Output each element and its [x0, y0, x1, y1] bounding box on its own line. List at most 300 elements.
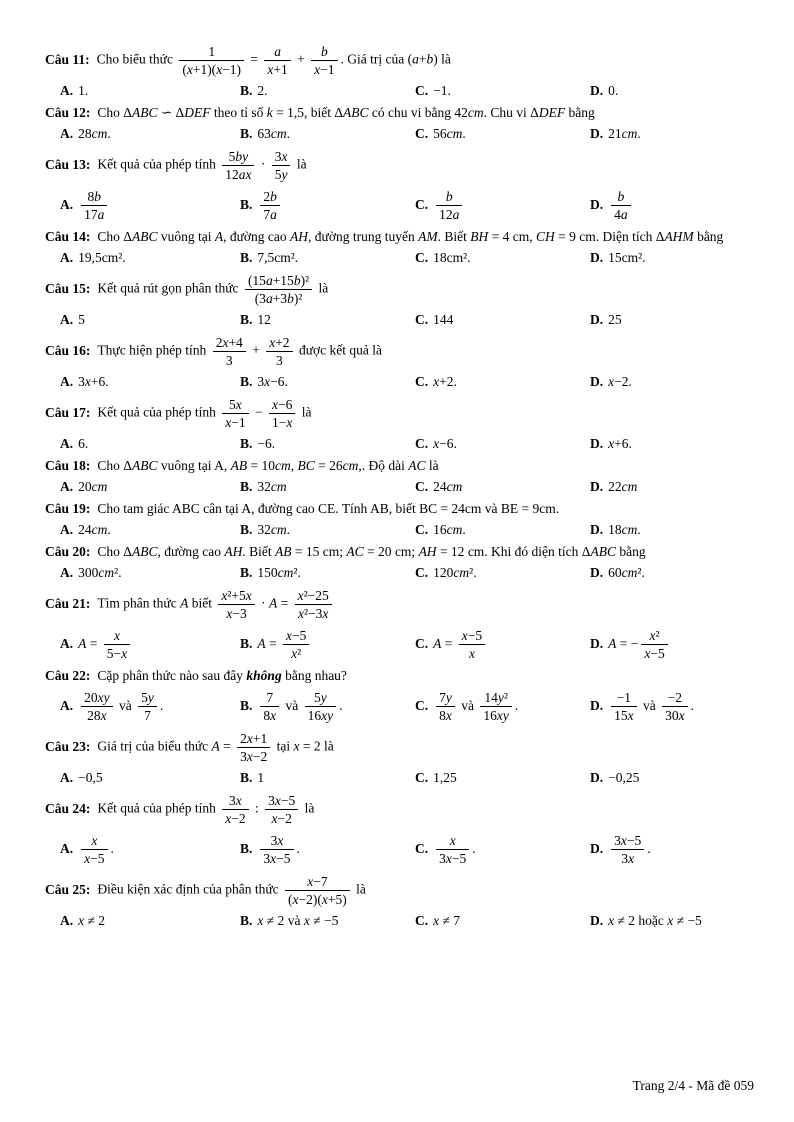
option-label: D.	[590, 196, 604, 212]
text-run: Cho	[97, 544, 124, 559]
math-run: x ≠ −5	[303, 913, 339, 928]
fraction-numerator: 8b	[81, 188, 107, 206]
text-run: −6.	[257, 436, 276, 451]
fraction	[436, 832, 469, 867]
fraction-numerator: 2x+1	[237, 730, 270, 748]
text-run: , đường trung tuyến	[308, 229, 419, 244]
option-label: B.	[240, 635, 253, 651]
question-block	[45, 542, 754, 583]
math-run: x = 2	[293, 738, 321, 754]
option-B	[240, 248, 415, 268]
fraction-numerator: 14y²	[480, 689, 511, 707]
text-run: , đường cao	[157, 544, 225, 559]
math-run: A	[214, 229, 224, 244]
text-run: và	[282, 697, 302, 713]
option-text	[78, 374, 109, 389]
text-run: .	[647, 840, 651, 856]
fraction-denominator: 1−x	[271, 415, 293, 430]
fraction	[245, 272, 312, 307]
text-run: Cho	[97, 105, 124, 120]
fraction-numerator: 3x	[272, 148, 291, 166]
question-stem	[45, 666, 754, 686]
emphasis-run: không	[246, 668, 282, 683]
fraction-denominator: x−5	[84, 851, 105, 866]
option-label: C.	[415, 522, 429, 537]
option-label: B.	[240, 436, 253, 451]
text-run: −0,5	[78, 770, 103, 785]
text-run: , đường cao	[223, 229, 291, 244]
fraction-numerator: b	[611, 188, 631, 206]
text-run: . Biết	[437, 229, 471, 244]
text-run: .	[514, 697, 519, 713]
options-row	[45, 372, 754, 392]
math-run: x+2	[433, 374, 454, 389]
math-run: −	[251, 404, 266, 420]
text-run: Điều kiện xác định của phân thức	[97, 881, 283, 897]
fraction-numerator: x²−25	[295, 587, 332, 605]
page-footer: Trang 2/4 - Mã đề 059	[632, 1078, 754, 1093]
text-run: .	[453, 374, 457, 389]
math-run: ΔABC ∽ ΔDEF	[123, 105, 211, 120]
option-D	[590, 563, 754, 583]
option-B	[240, 768, 415, 788]
text-run: .	[286, 522, 291, 537]
text-run: cm;	[391, 544, 419, 559]
option-text	[78, 628, 133, 661]
options-row	[45, 124, 754, 144]
text-run: 19,5cm².	[78, 250, 126, 265]
text-run: .	[107, 522, 111, 537]
fraction-numerator: 3x−5	[611, 832, 644, 850]
fraction	[641, 627, 667, 662]
option-A	[60, 687, 240, 726]
option-C	[415, 687, 590, 726]
text-run: là	[298, 404, 312, 420]
question-stem	[45, 728, 754, 767]
option-label: B.	[240, 522, 253, 537]
text-run: .	[637, 522, 641, 537]
option-C	[415, 477, 590, 497]
question-stem	[45, 146, 754, 185]
option-label: A.	[60, 196, 74, 212]
option-D	[590, 768, 754, 788]
option-label: D.	[590, 250, 604, 265]
option-D	[590, 310, 754, 330]
option-text	[608, 250, 645, 265]
option-label: B.	[240, 312, 253, 327]
option-text	[608, 126, 641, 141]
text-run: .	[339, 697, 343, 713]
question-number: Câu 24:	[45, 800, 91, 816]
options-row	[45, 186, 754, 225]
text-run: 25	[608, 312, 622, 327]
option-D	[590, 248, 754, 268]
fraction-denominator: x²	[291, 646, 302, 661]
option-text	[78, 312, 85, 327]
text-run: bằng	[615, 544, 646, 559]
text-run: và	[284, 913, 304, 928]
option-text	[257, 565, 300, 580]
option-A	[60, 124, 240, 144]
fraction	[260, 832, 293, 867]
question-block	[45, 666, 754, 726]
text-run: .	[286, 126, 291, 141]
question-stem	[45, 585, 754, 624]
text-run: .	[105, 374, 109, 389]
fraction-numerator: b	[311, 43, 337, 61]
question-number: Câu 25:	[45, 881, 91, 897]
text-run: .	[637, 126, 641, 141]
text-run: Cho biểu thức	[96, 51, 177, 67]
text-run: 7,5cm².	[257, 250, 299, 265]
text-run: Thực hiện phép tính	[97, 342, 210, 358]
math-run: x−6	[433, 436, 454, 451]
question-number: Câu 23:	[45, 738, 91, 754]
question-stem	[45, 790, 754, 829]
question-number: Câu 14:	[45, 229, 91, 244]
question-number: Câu 16:	[45, 342, 91, 358]
option-label: B.	[240, 83, 253, 98]
text-run: 0.	[608, 83, 619, 98]
option-label: A.	[60, 565, 74, 580]
question-stem	[45, 270, 754, 309]
text-run: vuông tại	[157, 229, 215, 244]
fraction-numerator: x−7	[285, 873, 350, 891]
math-run: ΔABC	[123, 544, 158, 559]
text-run: cm. Diện tích	[575, 229, 656, 244]
option-label: A.	[60, 126, 74, 141]
option-label: D.	[590, 312, 604, 327]
math-run: 42cm	[454, 105, 484, 120]
text-run: và	[639, 697, 660, 713]
question-number: Câu 22:	[45, 668, 91, 683]
text-run: được kết quả là	[295, 342, 382, 358]
option-label: D.	[590, 374, 604, 389]
option-text	[608, 913, 702, 928]
fraction-denominator: x−3	[226, 606, 247, 621]
question-number: Câu 11:	[45, 51, 90, 67]
text-run: cm,	[509, 229, 536, 244]
option-label: A.	[60, 913, 74, 928]
option-D	[590, 830, 754, 869]
fraction-numerator: 2x+4	[213, 334, 246, 352]
question-number: Câu 20:	[45, 544, 91, 559]
option-B	[240, 520, 415, 540]
text-run: theo tỉ số	[210, 105, 267, 120]
fraction-denominator: 4a	[614, 207, 628, 222]
option-D	[590, 687, 754, 726]
option-label: C.	[415, 196, 429, 212]
option-D	[590, 477, 754, 497]
option-B	[240, 372, 415, 392]
question-block	[45, 585, 754, 664]
option-text	[608, 833, 651, 866]
fraction	[179, 43, 244, 78]
option-text	[257, 189, 283, 222]
fraction	[237, 730, 270, 765]
fraction-numerator: 7	[260, 689, 279, 707]
math-run: x ≠ 2	[78, 913, 106, 928]
option-C	[415, 830, 590, 869]
question-number: Câu 15:	[45, 280, 91, 296]
math-run: +	[248, 342, 264, 358]
math-run: A	[180, 595, 189, 611]
text-run: .	[107, 126, 111, 141]
option-label: D.	[590, 913, 604, 928]
option-D	[590, 625, 754, 664]
fraction-denominator: x−5	[644, 646, 665, 661]
option-label: A.	[60, 83, 74, 98]
option-label: D.	[590, 840, 604, 856]
text-run: , biết	[303, 105, 335, 120]
text-run: 144	[433, 312, 454, 327]
math-run: ΔABC	[123, 458, 158, 473]
fraction-denominator: (x+1)(x−1)	[182, 62, 242, 77]
fraction-denominator: x−1	[314, 62, 335, 77]
options-row	[45, 625, 754, 664]
fraction-denominator: 8x	[439, 708, 452, 723]
text-run: Kết quả của phép tính	[97, 404, 220, 420]
fraction-numerator: 2b	[260, 188, 280, 206]
text-run: vuông tại A,	[157, 458, 231, 473]
option-label: C.	[415, 913, 429, 928]
option-label: C.	[415, 770, 429, 785]
option-text	[608, 189, 634, 222]
math-run: x ≠ −5	[667, 913, 702, 928]
option-text	[78, 83, 88, 98]
text-run: bằng	[565, 105, 595, 120]
text-run: là	[301, 800, 315, 816]
fraction-denominator: x−1	[225, 415, 246, 430]
option-text	[78, 833, 114, 866]
math-run: ΔABC	[334, 105, 369, 120]
question-block	[45, 394, 754, 454]
option-A	[60, 248, 240, 268]
option-label: B.	[240, 565, 253, 580]
fraction	[459, 627, 485, 662]
text-run: là	[320, 738, 334, 754]
text-run: là	[293, 156, 307, 172]
fraction	[662, 689, 688, 724]
fraction-numerator: x−6	[269, 396, 295, 414]
text-run: . Giá trị của	[340, 51, 408, 67]
fraction	[436, 188, 462, 223]
option-text	[257, 833, 300, 866]
fraction	[269, 396, 295, 431]
fraction	[611, 832, 644, 867]
option-text	[608, 770, 639, 785]
fraction-denominator: 17a	[84, 207, 105, 222]
math-run: :	[251, 800, 263, 816]
question-stem	[45, 394, 754, 433]
question-stem	[45, 103, 754, 123]
text-run: Giá trị của biểu thức	[97, 738, 212, 754]
text-run: là	[315, 280, 329, 296]
option-text	[433, 565, 476, 580]
option-text	[433, 126, 466, 141]
fraction-denominator: x+1	[267, 62, 288, 77]
math-run: 20cm	[78, 479, 108, 494]
option-label: D.	[590, 436, 604, 451]
text-run: cm. Khi đó diện tích	[464, 544, 582, 559]
option-text	[433, 189, 465, 222]
options-row	[45, 830, 754, 869]
option-text	[257, 690, 343, 723]
fraction-denominator: x−2	[271, 811, 292, 826]
option-C	[415, 124, 590, 144]
fraction-denominator: (3a+3b)²	[254, 291, 303, 306]
fraction-numerator: −1	[611, 689, 637, 707]
text-run: .	[118, 565, 122, 580]
math-run: x ≠ 2	[257, 913, 285, 928]
fraction-numerator: x+2	[266, 334, 292, 352]
question-stem	[45, 542, 754, 562]
math-run: 56cm	[433, 126, 463, 141]
fraction-denominator: 16xy	[307, 708, 334, 723]
option-text	[433, 479, 462, 494]
text-run: là	[425, 458, 439, 473]
option-C	[415, 911, 590, 931]
option-label: B.	[240, 913, 253, 928]
option-label: B.	[240, 374, 253, 389]
option-C	[415, 520, 590, 540]
option-text	[257, 436, 275, 451]
option-label: B.	[240, 250, 253, 265]
option-label: B.	[240, 196, 253, 212]
text-run: có chu vi bằng	[368, 105, 455, 120]
option-label: B.	[240, 770, 253, 785]
option-label: A.	[60, 312, 74, 327]
text-run: .	[690, 697, 694, 713]
math-run: 21cm	[608, 126, 638, 141]
option-B	[240, 687, 415, 726]
fraction	[311, 43, 337, 78]
question-number: Câu 17:	[45, 404, 91, 420]
fraction-numerator: 5y	[305, 689, 336, 707]
math-run: x ≠ 7	[433, 913, 461, 928]
math-run: AM	[418, 229, 438, 244]
option-C	[415, 248, 590, 268]
text-run: 6.	[78, 436, 89, 451]
fraction	[611, 689, 637, 724]
option-C	[415, 186, 590, 225]
text-run: Cho tam giác ABC cân tại A, đường cao CE. Tính AB, biết BC = 24cm và BE = 9cm.	[97, 501, 560, 516]
fraction-numerator: x	[436, 832, 469, 850]
option-label: C.	[415, 250, 429, 265]
math-run: 24cm	[433, 479, 463, 494]
text-run: Kết quả của phép tính	[97, 800, 220, 816]
text-run: 12	[257, 312, 271, 327]
option-label: C.	[415, 374, 429, 389]
text-run: .	[473, 565, 477, 580]
text-run: 15cm².	[608, 250, 646, 265]
text-run: bằng nhau?	[281, 668, 347, 683]
option-A	[60, 830, 240, 869]
option-label: C.	[415, 479, 429, 494]
math-run: A = −	[608, 635, 639, 651]
option-label: C.	[415, 635, 429, 651]
option-text	[257, 83, 267, 98]
math-run: x+6	[608, 436, 629, 451]
fraction	[218, 587, 254, 622]
option-B	[240, 81, 415, 101]
math-run: 3x+6	[78, 374, 106, 389]
fraction-denominator: 5−x	[106, 646, 128, 661]
text-run: 1	[257, 770, 265, 785]
fraction-denominator: 3x−2	[240, 749, 268, 764]
option-label: A.	[60, 436, 74, 451]
fraction-denominator: x²−3x	[298, 606, 329, 621]
math-run: CH = 9	[536, 229, 576, 244]
fraction-denominator: 7	[144, 708, 151, 723]
math-run: ΔABC	[581, 544, 616, 559]
option-text	[257, 628, 312, 661]
option-C	[415, 768, 590, 788]
text-run: .	[628, 374, 632, 389]
text-run: Cặp phân thức nào sau đây	[97, 668, 247, 683]
fraction-numerator: 5y	[138, 689, 157, 707]
option-D	[590, 911, 754, 931]
text-run: .	[462, 522, 466, 537]
option-label: B.	[240, 479, 253, 494]
fraction-denominator: 3x	[621, 851, 635, 866]
fraction	[266, 334, 292, 369]
fraction-numerator: 3x	[222, 792, 248, 810]
math-run: 63cm	[257, 126, 287, 141]
option-label: D.	[590, 522, 604, 537]
fraction-numerator: x	[104, 627, 130, 645]
fraction-denominator: 3	[276, 353, 283, 368]
fraction	[222, 148, 254, 183]
text-run: . Độ dài	[361, 458, 409, 473]
fraction-denominator: 28x	[87, 708, 107, 723]
option-label: A.	[60, 697, 74, 713]
fraction	[305, 689, 336, 724]
math-run: 150cm²	[257, 565, 298, 580]
option-text	[257, 770, 264, 785]
options-row	[45, 248, 754, 268]
fraction	[81, 188, 107, 223]
option-D	[590, 434, 754, 454]
option-label: D.	[590, 479, 604, 494]
option-text	[433, 436, 457, 451]
option-A	[60, 520, 240, 540]
option-text	[78, 436, 88, 451]
math-run: 32cm	[257, 522, 287, 537]
option-D	[590, 520, 754, 540]
fraction	[81, 689, 112, 724]
option-B	[240, 830, 415, 869]
fraction-denominator: 15x	[614, 708, 634, 723]
math-run: AB = 15	[275, 544, 320, 559]
text-run: biết	[188, 595, 216, 611]
option-C	[415, 434, 590, 454]
text-run: 2.	[257, 83, 268, 98]
option-text	[433, 522, 466, 537]
fraction-denominator: 8x	[263, 708, 277, 723]
options-row	[45, 563, 754, 583]
math-run: BH = 4	[470, 229, 510, 244]
option-C	[415, 625, 590, 664]
option-text	[608, 479, 637, 494]
fraction-denominator: 12a	[439, 207, 460, 222]
fraction	[260, 188, 280, 223]
math-run: AC = 20	[346, 544, 392, 559]
option-text	[257, 312, 271, 327]
text-run: .	[472, 840, 476, 856]
fraction-numerator: a	[264, 43, 290, 61]
fraction-numerator: 20xy	[81, 689, 112, 707]
